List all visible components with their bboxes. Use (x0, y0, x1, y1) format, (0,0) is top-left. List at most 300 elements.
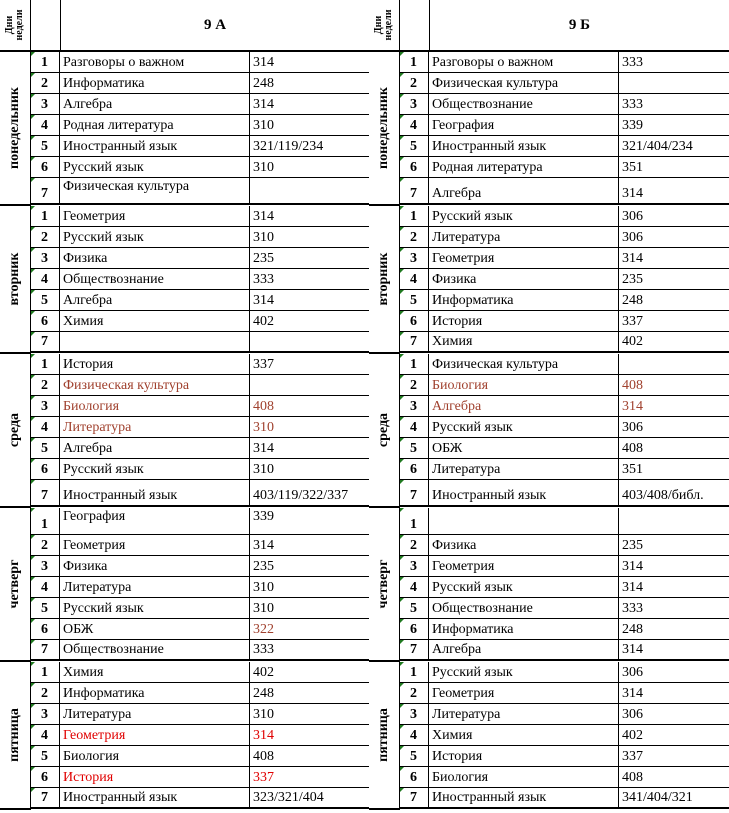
lesson-number (30, 332, 60, 351)
lesson-row (30, 178, 369, 205)
lesson-number-text: 4 (410, 272, 417, 287)
lesson-number (30, 375, 60, 395)
lesson-row (30, 704, 369, 725)
lesson-number-text: 2 (41, 538, 48, 553)
lesson-number (30, 577, 60, 597)
lesson-row (399, 459, 729, 480)
lesson-room: 235 (622, 272, 643, 287)
days-column-header (369, 0, 400, 52)
lesson-row (399, 52, 729, 73)
lesson-number-text: 2 (41, 230, 48, 245)
lesson-row (30, 459, 369, 480)
lesson-subject: Биология (429, 767, 619, 787)
lesson-room: 408 (622, 378, 643, 393)
lesson-number-text: 3 (41, 399, 48, 414)
lesson-number-text: 1 (41, 55, 48, 70)
lesson-room: 337 (622, 314, 643, 329)
lesson-row (30, 683, 369, 704)
lesson-room: 408 (253, 749, 274, 764)
lesson-row (30, 206, 369, 227)
lesson-subject: Информатика (429, 619, 619, 639)
lesson-room: 402 (622, 334, 643, 349)
lesson-row (30, 662, 369, 683)
lesson-number (30, 598, 60, 618)
lesson-number-text: 4 (41, 118, 48, 133)
lesson-number-text: 2 (410, 686, 417, 701)
lesson-room: 314 (253, 293, 274, 308)
day-label-cell (369, 52, 400, 206)
lesson-number (399, 52, 429, 72)
lesson-row (399, 354, 729, 375)
day-label-cell (369, 508, 400, 662)
lesson-subject: Литература (429, 704, 619, 724)
lesson-number-text: 5 (41, 293, 48, 308)
lesson-subject: Иностранный язык (429, 480, 619, 505)
lesson-number (30, 640, 60, 659)
lesson-room: 310 (253, 462, 274, 477)
lesson-row (30, 396, 369, 417)
lesson-room: 408 (622, 770, 643, 785)
lesson-row (30, 417, 369, 438)
lesson-row (30, 248, 369, 269)
lesson-number (399, 725, 429, 745)
lesson-room: 321/119/234 (253, 139, 324, 154)
lesson-row (399, 290, 729, 311)
lesson-number-text: 6 (41, 770, 48, 785)
lesson-subject: Алгебра (429, 178, 619, 203)
lesson-subject: Физическая культура (60, 375, 250, 395)
class-name-header: 9 А (61, 0, 369, 52)
lesson-subject: Физика (429, 535, 619, 555)
lesson-subject: Русский язык (429, 206, 619, 226)
lesson-subject: Физическая культура (60, 178, 250, 203)
lesson-number (399, 311, 429, 331)
day-label-cell (369, 206, 400, 354)
lesson-number-text: 3 (41, 251, 48, 266)
lesson-row (30, 746, 369, 767)
lesson-subject: Иностранный язык (60, 788, 250, 807)
lesson-number (399, 619, 429, 639)
lesson-number (399, 598, 429, 618)
lesson-number-text: 2 (41, 686, 48, 701)
lesson-row (30, 52, 369, 73)
lesson-room: 333 (622, 97, 643, 112)
lesson-room (250, 178, 369, 203)
lesson-row (399, 417, 729, 438)
lesson-row (399, 157, 729, 178)
lesson-room: 314 (622, 580, 643, 595)
lesson-number (30, 94, 60, 114)
lesson-row (399, 640, 729, 661)
lesson-row (30, 290, 369, 311)
day-label-cell (369, 662, 400, 810)
lesson-subject: Химия (429, 725, 619, 745)
lesson-number-text: 7 (410, 790, 417, 805)
lesson-number-text: 2 (410, 538, 417, 553)
lesson-room: 314 (253, 97, 274, 112)
lesson-subject: Русский язык (429, 417, 619, 437)
lesson-room: 310 (253, 601, 274, 616)
lesson-row (399, 480, 729, 507)
lesson-number-text: 7 (410, 186, 417, 201)
lesson-row (30, 788, 369, 809)
lesson-subject: Геометрия (429, 556, 619, 576)
lesson-number-text: 7 (41, 790, 48, 805)
lesson-subject: Русский язык (60, 157, 250, 177)
lesson-number (399, 332, 429, 351)
lesson-row (30, 619, 369, 640)
lesson-room: 333 (622, 55, 643, 70)
lesson-subject: Русский язык (60, 598, 250, 618)
lesson-number-text: 6 (410, 160, 417, 175)
lesson-room (250, 332, 369, 351)
lesson-room: 310 (253, 580, 274, 595)
lesson-row (399, 311, 729, 332)
lesson-room: 310 (253, 420, 274, 435)
lesson-row (399, 619, 729, 640)
lesson-row (30, 640, 369, 661)
lesson-room: 306 (622, 707, 643, 722)
lesson-subject: Физика (429, 269, 619, 289)
lesson-number (399, 438, 429, 458)
lesson-subject: Разговоры о важном (60, 52, 250, 72)
lesson-number (399, 704, 429, 724)
lesson-subject: Биология (429, 375, 619, 395)
lesson-subject: Иностранный язык (429, 136, 619, 156)
lesson-number-header (30, 0, 61, 52)
lesson-number-text: 3 (410, 399, 417, 414)
lesson-number-text: 4 (41, 580, 48, 595)
lesson-room: 351 (622, 160, 643, 175)
lesson-number-text: 1 (410, 209, 417, 224)
lesson-number (30, 227, 60, 247)
lesson-room: 306 (622, 209, 643, 224)
lesson-subject: История (429, 746, 619, 766)
lesson-number-text: 1 (41, 357, 48, 372)
lesson-number-text: 1 (410, 55, 417, 70)
lesson-subject: Разговоры о важном (429, 52, 619, 72)
lesson-number-text: 7 (41, 642, 48, 657)
lesson-number (30, 725, 60, 745)
lesson-number-text: 5 (41, 441, 48, 456)
lesson-subject: Геометрия (60, 535, 250, 555)
lesson-subject: Химия (60, 311, 250, 331)
lesson-subject: Физическая культура (429, 73, 619, 93)
lesson-number-text: 2 (410, 378, 417, 393)
lesson-number (399, 662, 429, 682)
lesson-row (30, 269, 369, 290)
lesson-room: 314 (253, 538, 274, 553)
lesson-number-text: 4 (410, 728, 417, 743)
lesson-number (399, 178, 429, 203)
lesson-number-text: 7 (41, 334, 48, 349)
lesson-room: 403/119/322/337 (253, 488, 349, 503)
day-label: четверг (7, 559, 22, 609)
lesson-number-text: 4 (410, 118, 417, 133)
lesson-room (619, 354, 729, 374)
lesson-number-text: 1 (410, 665, 417, 680)
day-label: вторник (376, 252, 391, 306)
day-label-cell (0, 206, 31, 354)
lesson-number-text: 6 (410, 462, 417, 477)
lesson-room: 235 (253, 559, 274, 574)
lesson-room: 341/404/321 (622, 790, 693, 805)
day-label: четверг (376, 559, 391, 609)
class-block-2 (369, 0, 729, 813)
lesson-number (399, 115, 429, 135)
lesson-row (30, 227, 369, 248)
lesson-number-text: 5 (41, 749, 48, 764)
lesson-row (399, 556, 729, 577)
lesson-number (399, 73, 429, 93)
lesson-room: 402 (253, 314, 274, 329)
lesson-subject: Биология (60, 746, 250, 766)
class-name-header: 9 Б (430, 0, 729, 52)
lesson-subject: Обществознание (429, 94, 619, 114)
lesson-room: 339 (622, 118, 643, 133)
lesson-row (399, 683, 729, 704)
lesson-room: 314 (622, 686, 643, 701)
lesson-number (399, 157, 429, 177)
lesson-number (399, 535, 429, 555)
lesson-number-text: 6 (410, 314, 417, 329)
lesson-number (30, 115, 60, 135)
lesson-number (30, 311, 60, 331)
lesson-room: 314 (253, 55, 274, 70)
lesson-subject: Алгебра (60, 290, 250, 310)
lesson-number-text: 3 (41, 97, 48, 112)
lesson-number-text: 6 (41, 160, 48, 175)
lesson-room: 403/408/библ. (622, 488, 704, 503)
lesson-number-text: 6 (41, 622, 48, 637)
lesson-row (30, 94, 369, 115)
lesson-room: 333 (253, 642, 274, 657)
lesson-row (399, 375, 729, 396)
lesson-subject: Информатика (60, 73, 250, 93)
lesson-number-text: 5 (41, 601, 48, 616)
lesson-room: 323/321/404 (253, 790, 324, 805)
lesson-subject: Литература (429, 459, 619, 479)
lesson-number (30, 178, 60, 203)
lesson-subject: Алгебра (60, 94, 250, 114)
lesson-room: 248 (253, 76, 274, 91)
lesson-subject: Физика (60, 248, 250, 268)
lesson-number (399, 508, 429, 534)
lesson-row (399, 94, 729, 115)
lesson-number-text: 1 (410, 517, 417, 532)
lesson-number (399, 396, 429, 416)
lesson-room: 306 (622, 665, 643, 680)
lesson-subject: Физическая культура (429, 354, 619, 374)
lesson-row (399, 767, 729, 788)
days-column-header-label: Дни недели (373, 9, 394, 41)
lesson-number-text: 4 (41, 420, 48, 435)
lesson-room: 314 (622, 186, 643, 201)
lesson-number (399, 206, 429, 226)
lesson-row (399, 227, 729, 248)
lesson-number-text: 7 (410, 334, 417, 349)
lesson-number-text: 5 (410, 139, 417, 154)
lesson-row (399, 178, 729, 205)
lesson-room: 402 (622, 728, 643, 743)
lesson-number-text: 3 (410, 707, 417, 722)
lesson-room: 314 (622, 251, 643, 266)
lesson-row (30, 508, 369, 535)
day-label-cell (0, 662, 31, 810)
day-label: понедельник (376, 87, 391, 169)
lesson-number-text: 3 (41, 559, 48, 574)
lesson-subject: История (60, 767, 250, 787)
lesson-row (399, 535, 729, 556)
lesson-subject: Информатика (429, 290, 619, 310)
lesson-number (399, 136, 429, 156)
day-label: вторник (7, 252, 22, 306)
lesson-subject: Русский язык (60, 459, 250, 479)
lesson-subject: Литература (60, 577, 250, 597)
lesson-subject: Геометрия (60, 206, 250, 226)
lesson-subject (429, 508, 619, 534)
lesson-row (30, 767, 369, 788)
lesson-number-text: 6 (41, 314, 48, 329)
lesson-subject: Родная литература (429, 157, 619, 177)
lesson-row (30, 354, 369, 375)
lesson-subject (60, 332, 250, 351)
lesson-row (30, 438, 369, 459)
lesson-row (30, 136, 369, 157)
lesson-number-text: 6 (410, 770, 417, 785)
lesson-number (30, 290, 60, 310)
lesson-number-text: 7 (41, 186, 48, 201)
lesson-number (399, 94, 429, 114)
lesson-number-text: 2 (41, 378, 48, 393)
lesson-number (399, 683, 429, 703)
lesson-row (30, 115, 369, 136)
lesson-number-text: 5 (410, 441, 417, 456)
lesson-row (399, 206, 729, 227)
lesson-room (619, 73, 729, 93)
lesson-subject: Литература (429, 227, 619, 247)
lesson-room: 337 (253, 357, 274, 372)
lesson-number (399, 746, 429, 766)
lesson-subject: География (60, 508, 250, 534)
lesson-number (30, 52, 60, 72)
lesson-number-text: 6 (41, 462, 48, 477)
lesson-number-text: 4 (410, 580, 417, 595)
lesson-subject: Геометрия (60, 725, 250, 745)
lesson-room: 248 (253, 686, 274, 701)
lesson-row (399, 577, 729, 598)
lesson-number (30, 480, 60, 505)
lesson-number (30, 396, 60, 416)
lesson-room (250, 375, 369, 395)
lesson-number (30, 459, 60, 479)
lesson-number-text: 1 (410, 357, 417, 372)
lesson-number (399, 375, 429, 395)
lesson-row (30, 598, 369, 619)
lesson-number-text: 7 (41, 488, 48, 503)
lesson-number (399, 577, 429, 597)
lesson-number (399, 640, 429, 659)
lesson-subject: Иностранный язык (60, 480, 250, 505)
lesson-room: 337 (253, 770, 274, 785)
lesson-subject: Родная литература (60, 115, 250, 135)
lesson-number (30, 354, 60, 374)
lesson-subject: ОБЖ (60, 619, 250, 639)
lesson-number-text: 4 (41, 728, 48, 743)
lesson-number (399, 417, 429, 437)
lesson-number (399, 767, 429, 787)
lesson-subject: Иностранный язык (60, 136, 250, 156)
lesson-room: 402 (253, 665, 274, 680)
lesson-number (30, 704, 60, 724)
lesson-row (30, 375, 369, 396)
lesson-number (30, 157, 60, 177)
lesson-room: 306 (622, 420, 643, 435)
day-label-cell (0, 508, 31, 662)
lesson-subject: Обществознание (60, 269, 250, 289)
lesson-row (30, 157, 369, 178)
lesson-subject: Химия (60, 662, 250, 682)
lesson-subject: Алгебра (429, 640, 619, 659)
lesson-number (399, 290, 429, 310)
lesson-row (30, 725, 369, 746)
lesson-number (399, 227, 429, 247)
day-label: пятница (7, 708, 22, 762)
lesson-subject: Информатика (60, 683, 250, 703)
lesson-room: 322 (253, 622, 274, 637)
lesson-number (30, 508, 60, 534)
lesson-subject: Литература (60, 417, 250, 437)
lesson-row (30, 73, 369, 94)
lesson-subject: ОБЖ (429, 438, 619, 458)
lesson-number (30, 417, 60, 437)
lesson-row (30, 535, 369, 556)
lesson-number (399, 248, 429, 268)
lesson-number (399, 459, 429, 479)
lesson-row (30, 480, 369, 507)
lesson-row (399, 788, 729, 809)
lesson-subject: Геометрия (429, 248, 619, 268)
lesson-number-text: 3 (410, 97, 417, 112)
lesson-subject: Физика (60, 556, 250, 576)
lesson-row (399, 598, 729, 619)
lesson-number-text: 5 (410, 601, 417, 616)
lesson-row (399, 508, 729, 535)
lesson-subject: Геометрия (429, 683, 619, 703)
lesson-number (399, 556, 429, 576)
lesson-number (30, 556, 60, 576)
lesson-number (399, 480, 429, 505)
lesson-room: 235 (253, 251, 274, 266)
lesson-number-text: 2 (41, 76, 48, 91)
lesson-number (30, 136, 60, 156)
lesson-room: 306 (622, 230, 643, 245)
lesson-room: 248 (622, 293, 643, 308)
lesson-row (399, 332, 729, 353)
lesson-subject: Биология (60, 396, 250, 416)
lesson-room: 310 (253, 118, 274, 133)
lesson-row (399, 73, 729, 94)
lesson-room: 314 (622, 559, 643, 574)
lesson-room: 351 (622, 462, 643, 477)
lesson-subject: География (429, 115, 619, 135)
lesson-room: 314 (253, 728, 274, 743)
lesson-subject: Литература (60, 704, 250, 724)
lesson-room: 314 (253, 209, 274, 224)
lesson-row (30, 577, 369, 598)
lesson-room: 333 (253, 272, 274, 287)
lesson-row (30, 556, 369, 577)
